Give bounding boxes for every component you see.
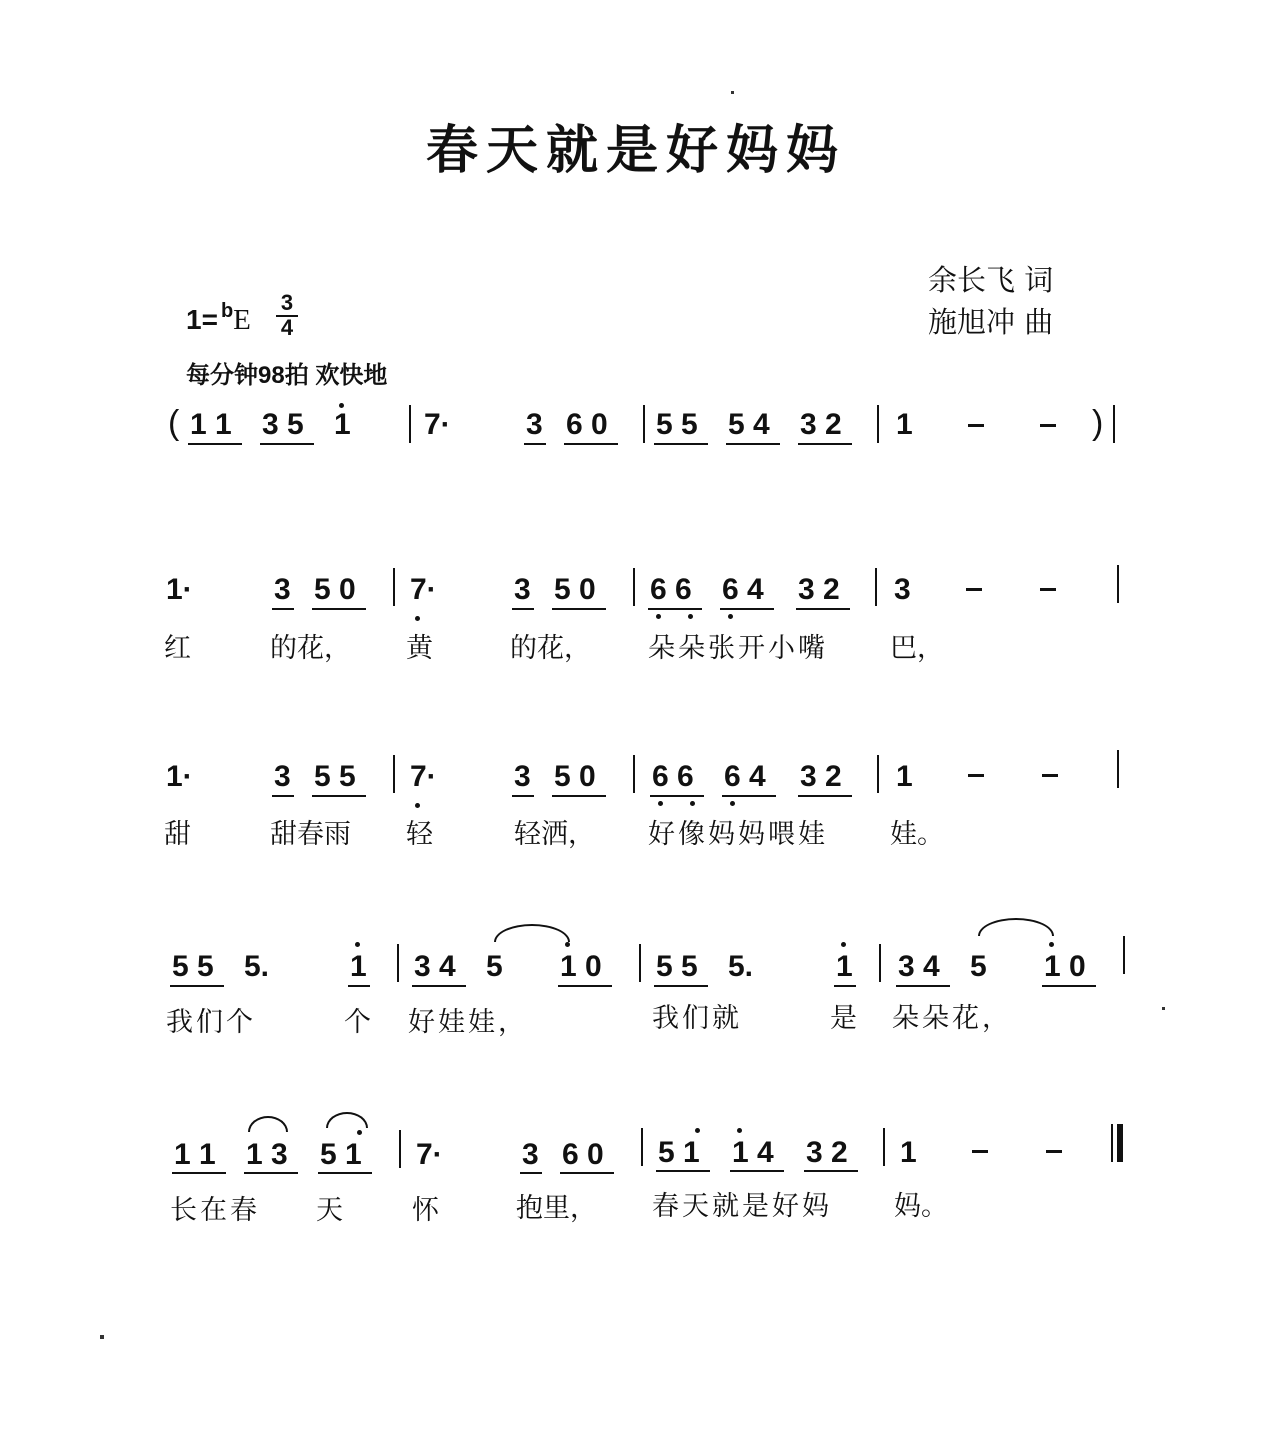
- note-group: 7·: [416, 1138, 443, 1171]
- note-group: 7·: [424, 408, 451, 441]
- final-bar-thick: [1117, 1124, 1123, 1162]
- bar-line: [409, 405, 411, 443]
- underline: [312, 608, 366, 610]
- bar-line: [1113, 405, 1115, 443]
- note-group: 3: [514, 760, 531, 793]
- note-group: 1 1: [174, 1138, 216, 1171]
- lyric: 轻: [406, 819, 433, 850]
- underline: [798, 795, 852, 797]
- note-group: 1: [900, 1136, 917, 1169]
- lyric: 红: [164, 633, 191, 664]
- high-octave-dot: [841, 942, 846, 947]
- underline: [560, 1172, 614, 1174]
- lyric: 甜: [164, 819, 191, 850]
- high-octave-dot: [565, 942, 570, 947]
- high-octave-dot: [355, 942, 360, 947]
- underline: [834, 985, 856, 987]
- lyric: 是: [830, 1003, 857, 1034]
- tie-slur: [978, 918, 1054, 936]
- underline: [896, 985, 950, 987]
- sustain-dash: [968, 774, 984, 777]
- underline: [172, 1172, 226, 1174]
- underline: [648, 608, 702, 610]
- note-group: 3 2: [800, 760, 842, 793]
- underline: [656, 1170, 710, 1172]
- underline: [272, 795, 294, 797]
- scan-speck: [1162, 1007, 1165, 1010]
- underline: [654, 443, 708, 445]
- underline: [188, 443, 242, 445]
- scan-speck: [100, 1335, 104, 1339]
- underline: [1042, 985, 1096, 987]
- note-group: 3: [522, 1138, 539, 1171]
- flat-sign: b: [220, 300, 234, 322]
- note-group: 1 4: [732, 1136, 774, 1169]
- bar-line: [883, 1128, 885, 1166]
- note-group: 1 0: [1044, 950, 1086, 983]
- high-octave-dot: [357, 1130, 362, 1135]
- bar-line: [1117, 565, 1119, 603]
- tie-slur: [494, 924, 570, 942]
- note-group: 3: [514, 573, 531, 606]
- note-group: 5 0: [554, 760, 596, 793]
- lyric: 朵朵张开小嘴: [648, 633, 828, 664]
- key-letter: E: [233, 304, 251, 336]
- underline: [170, 985, 224, 987]
- sustain-dash: [1040, 588, 1056, 591]
- underline: [730, 1170, 784, 1172]
- underline: [524, 443, 546, 445]
- underline: [796, 608, 850, 610]
- lyric: 黄: [406, 633, 433, 664]
- bar-line: [877, 405, 879, 443]
- high-octave-dot: [737, 1128, 742, 1133]
- note-group: 1: [896, 760, 913, 793]
- note-group: 5 1: [320, 1138, 362, 1171]
- bar-line: [877, 755, 879, 793]
- note-group: 5 0: [314, 573, 356, 606]
- composer-credit: 施旭冲 曲: [928, 305, 1054, 339]
- underline: [412, 985, 466, 987]
- bar-line: [397, 944, 399, 982]
- sustain-dash: [1046, 1150, 1062, 1153]
- note-group: 1: [896, 408, 913, 441]
- underline: [804, 1170, 858, 1172]
- note-group: 5 0: [554, 573, 596, 606]
- tie-slur: [248, 1116, 288, 1132]
- low-octave-dot: [658, 801, 663, 806]
- note-group: 7·: [410, 760, 437, 793]
- note-group: 3 2: [798, 573, 840, 606]
- low-octave-dot: [690, 801, 695, 806]
- underline: [552, 795, 606, 797]
- bar-line: [633, 755, 635, 793]
- sustain-dash: [1042, 774, 1058, 777]
- lyric: 朵朵花，: [892, 1003, 1012, 1034]
- lyric: 娃。: [890, 819, 944, 850]
- note-group: 6 4: [724, 760, 766, 793]
- lyric: 妈。: [894, 1191, 948, 1222]
- lyric: 天: [316, 1195, 343, 1226]
- bar-line: [641, 1128, 643, 1166]
- bar-line: [879, 944, 881, 982]
- bar-line: [393, 568, 395, 606]
- underline: [552, 608, 606, 610]
- bar-line: [875, 568, 877, 606]
- bar-line: [639, 944, 641, 982]
- lyric: 轻洒，: [514, 819, 595, 850]
- underline: [512, 608, 534, 610]
- underline: [798, 443, 852, 445]
- underline: [654, 985, 708, 987]
- high-octave-dot: [1049, 942, 1054, 947]
- underline: [272, 608, 294, 610]
- bar-line: [1123, 936, 1125, 974]
- note-group: 6 6: [650, 573, 692, 606]
- sustain-dash: [972, 1150, 988, 1153]
- low-octave-dot: [730, 801, 735, 806]
- note-group: 6 4: [722, 573, 764, 606]
- note-group: 1: [836, 950, 853, 983]
- underline: [244, 1172, 298, 1174]
- underline: [726, 443, 780, 445]
- underline: [512, 795, 534, 797]
- time-signature: [276, 292, 298, 339]
- note-group: 5 4: [728, 408, 770, 441]
- tempo-marking: 每分钟98拍 欢快地: [186, 362, 388, 389]
- bar-line: [643, 405, 645, 443]
- underline: [520, 1172, 542, 1174]
- meter-bottom: 4: [280, 315, 294, 340]
- meter-top: 3: [276, 292, 298, 317]
- underline: [312, 795, 366, 797]
- note-group: 3 2: [806, 1136, 848, 1169]
- lyricist-credit: 余长飞 词: [928, 263, 1054, 297]
- lyric: 我们就: [652, 1003, 742, 1034]
- note-group: 6 0: [562, 1138, 604, 1171]
- lyric: 个: [344, 1007, 371, 1038]
- note-group: 3 5: [262, 408, 304, 441]
- lyric: 好娃娃，: [408, 1007, 528, 1038]
- note-group: 6 6: [652, 760, 694, 793]
- low-octave-dot: [656, 614, 661, 619]
- sustain-dash: [1040, 424, 1056, 427]
- underline: [558, 985, 612, 987]
- low-octave-dot: [415, 616, 420, 621]
- note-group: 7·: [410, 573, 437, 606]
- note-group: 3 4: [414, 950, 456, 983]
- high-octave-dot: [339, 403, 344, 408]
- underline: [650, 795, 704, 797]
- lyric: 长在春: [170, 1195, 260, 1226]
- key-signature: [186, 300, 251, 337]
- note-group: 3 2: [800, 408, 842, 441]
- note-group: 5: [970, 950, 987, 983]
- tie-slur: [326, 1112, 368, 1128]
- note-group: 1 0: [560, 950, 602, 983]
- note-group: 3: [274, 760, 291, 793]
- note-group: 5 5: [656, 950, 698, 983]
- scan-speck: [731, 91, 734, 94]
- note-group: 5 5: [656, 408, 698, 441]
- sustain-dash: [968, 424, 984, 427]
- key-prefix: 1=: [186, 304, 218, 335]
- note-group: 1·: [166, 573, 193, 606]
- note-group: 5.: [728, 950, 754, 983]
- bar-line: [1117, 750, 1119, 788]
- note-group: 1·: [166, 760, 193, 793]
- underline: [260, 443, 314, 445]
- note-group: 1 3: [246, 1138, 288, 1171]
- note-group: 5 1: [658, 1136, 700, 1169]
- note-group: 6 0: [566, 408, 608, 441]
- underline: [722, 795, 776, 797]
- lyric: 我们个: [166, 1007, 256, 1038]
- low-octave-dot: [728, 614, 733, 619]
- lyric: 好像妈妈喂娃: [648, 819, 828, 850]
- lyric: 的花，: [270, 633, 351, 664]
- lyric: 甜春雨: [270, 819, 351, 850]
- low-octave-dot: [688, 614, 693, 619]
- final-bar-thin: [1111, 1124, 1113, 1162]
- note-group: 3: [274, 573, 291, 606]
- paren-close: ): [1092, 404, 1104, 442]
- lyric: 抱里，: [516, 1193, 597, 1224]
- note-group: 1 1: [190, 408, 232, 441]
- note-group: 3: [526, 408, 543, 441]
- note-group: 5 5: [172, 950, 214, 983]
- note-group: 5.: [244, 950, 270, 983]
- bar-line: [393, 755, 395, 793]
- low-octave-dot: [415, 803, 420, 808]
- paren-open: (: [168, 404, 180, 442]
- note-group: 3: [894, 573, 911, 606]
- note-group: 5: [486, 950, 503, 983]
- lyric: 的花，: [510, 633, 591, 664]
- note-group: 1: [334, 408, 351, 441]
- underline: [348, 985, 370, 987]
- lyric: 春天就是好妈: [652, 1191, 832, 1222]
- bar-line: [399, 1130, 401, 1168]
- note-group: 3 4: [898, 950, 940, 983]
- lyric: 怀: [412, 1195, 439, 1226]
- note-group: 1: [350, 950, 367, 983]
- underline: [564, 443, 618, 445]
- underline: [720, 608, 774, 610]
- underline: [318, 1172, 372, 1174]
- note-group: 5 5: [314, 760, 356, 793]
- high-octave-dot: [695, 1128, 700, 1133]
- sustain-dash: [966, 588, 982, 591]
- bar-line: [633, 568, 635, 606]
- song-title: 春天就是好妈妈: [425, 120, 846, 181]
- lyric: 巴，: [890, 633, 944, 664]
